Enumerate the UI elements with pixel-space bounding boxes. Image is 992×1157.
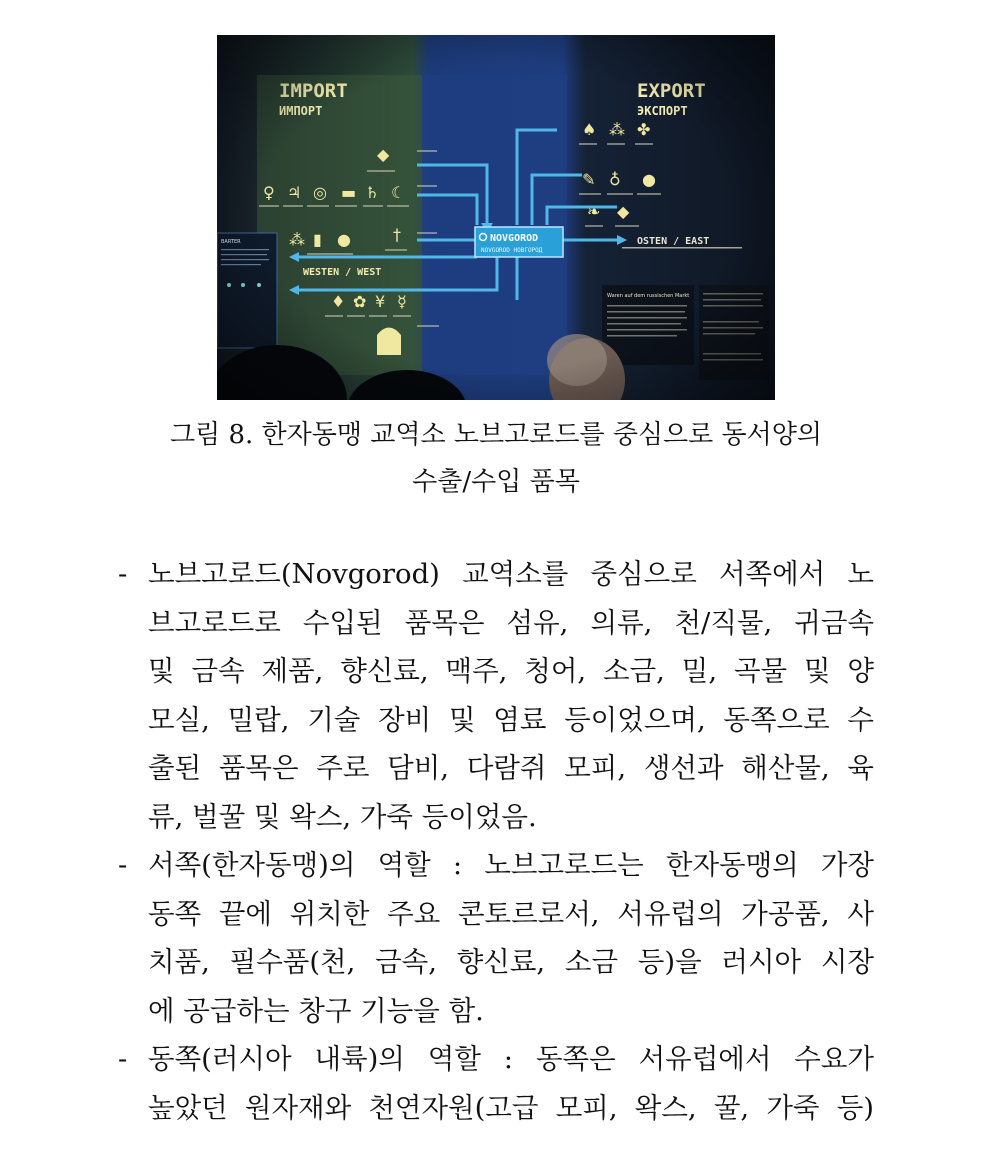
text-line: 치품, 필수품(천, 금속, 향신료, 소금 등)을 러시아 시장 — [148, 946, 874, 978]
bullet-dash: - — [118, 849, 128, 881]
text-line: 모실, 밀랍, 기술 장비 및 염료 등이었으며, 동쪽으로 수 — [148, 703, 874, 736]
figure-photo — [217, 35, 775, 400]
text-line: 서쪽(한자동맹)의 역할 : 노브고로드는 한자동맹의 가장 — [148, 849, 874, 881]
trade-diagram-illustration — [217, 35, 775, 400]
bullet-dash: - — [118, 1043, 128, 1075]
bullet-item — [118, 1035, 874, 1132]
text-line: 노브고로드(Novgorod) 교역소를 중심으로 서쪽에서 노 — [148, 558, 874, 590]
text-line: 높았던 원자재와 천연자원(고급 모피, 왁스, 꿀, 가죽 등) — [148, 1091, 874, 1124]
text-line: 출된 품목은 주로 담비, 다람쥐 모피, 생선과 해산물, 육 — [148, 752, 874, 784]
bullet-item — [118, 841, 874, 1035]
text-line: 동쪽(러시아 내륙)의 역할 : 동쪽은 서유럽에서 수요가 — [148, 1043, 874, 1075]
bullet-dash: - — [118, 558, 128, 590]
figure-caption-line1: 그림 8. 한자동맹 교역소 노브고로드를 중심으로 동서양의 — [169, 420, 823, 450]
text-line: 동쪽 끝에 위치한 주요 콘토르로서, 서유럽의 가공품, 사 — [148, 897, 874, 930]
text-line: 및 금속 제품, 향신료, 맥주, 청어, 소금, 밀, 곡물 및 양 — [148, 655, 874, 687]
text-line: 류, 벌꿀 및 왁스, 가죽 등이었음. — [148, 800, 537, 833]
bullet-item — [118, 550, 874, 841]
text-line: 에 공급하는 창구 기능을 함. — [148, 994, 484, 1027]
body-text — [118, 550, 874, 1132]
figure-caption-line2: 수출/수입 품목 — [412, 467, 580, 497]
text-line: 브고로드로 수입된 품목은 섬유, 의류, 천/직물, 귀금속 — [148, 606, 874, 639]
photo-vignette — [217, 35, 775, 400]
